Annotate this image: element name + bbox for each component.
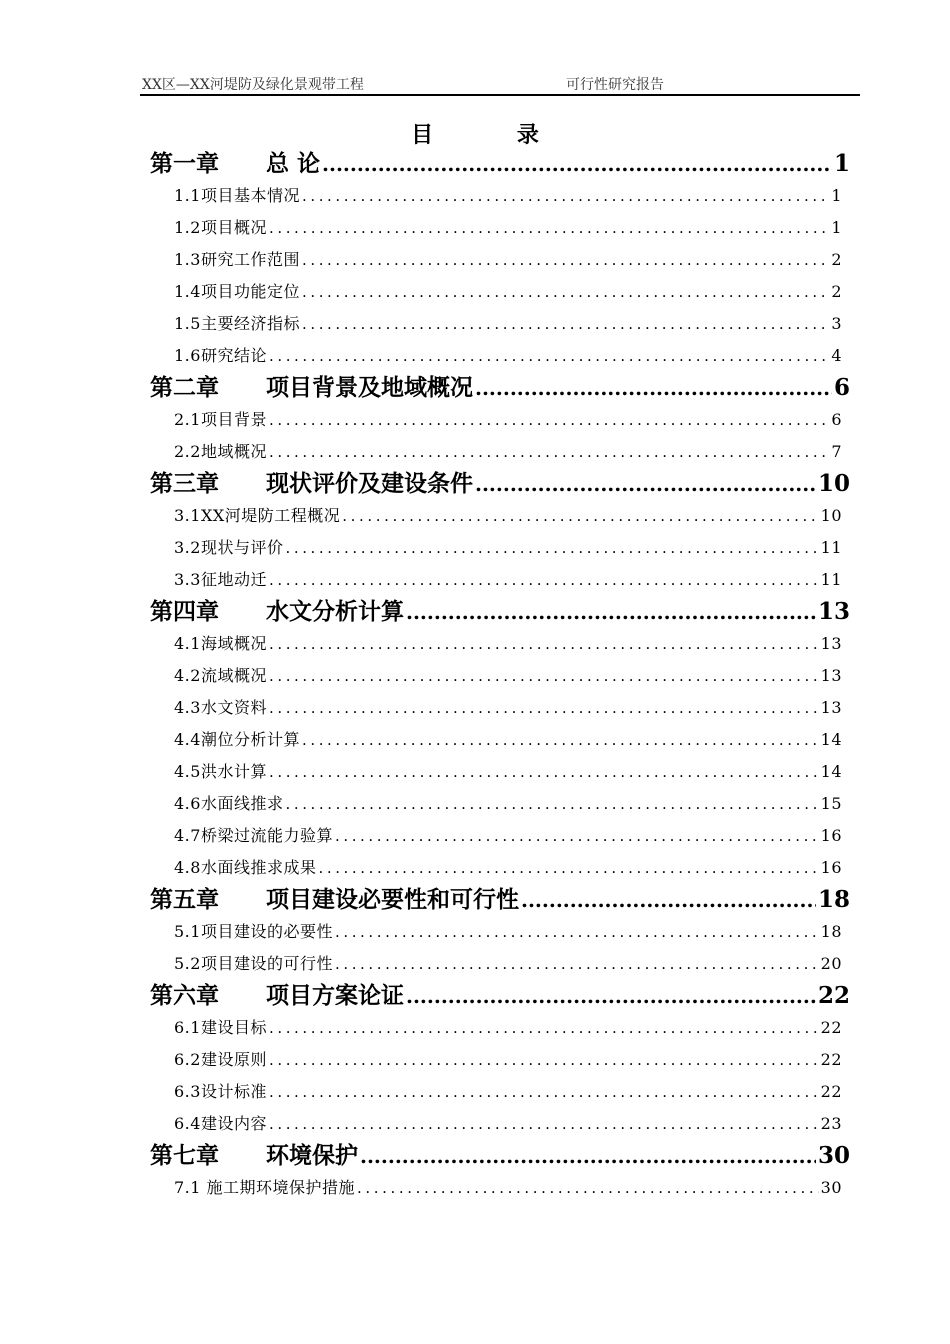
- toc-section-entry[interactable]: [174, 852, 842, 884]
- chapter-title: 总 论: [266, 150, 321, 177]
- page-number: 7: [831, 442, 842, 461]
- dot-leader: [302, 308, 829, 340]
- section-title: 5.2项目建设的可行性: [174, 954, 333, 973]
- chapter-title: 现状评价及建设条件: [266, 470, 473, 497]
- toc-chapter-entry[interactable]: [150, 148, 850, 180]
- chapter-number: 第三章: [150, 470, 219, 497]
- dot-leader: [357, 1172, 819, 1204]
- page-number: 14: [820, 762, 842, 781]
- section-title: 4.7桥梁过流能力验算: [174, 826, 333, 845]
- dot-leader: [342, 500, 818, 532]
- chapter-number: 第二章: [150, 374, 219, 401]
- section-title: 3.3征地动迁: [174, 570, 267, 589]
- toc-section-entry[interactable]: [174, 1076, 842, 1108]
- section-title: 1.6研究结论: [174, 346, 267, 365]
- page-number: 10: [817, 470, 850, 497]
- dot-leader: [302, 276, 829, 308]
- dot-leader: [360, 1140, 816, 1172]
- page-number: 13: [820, 698, 842, 717]
- chapter-title: 项目建设必要性和可行性: [266, 886, 519, 913]
- toc-section-entry[interactable]: [174, 564, 842, 596]
- toc-section-entry[interactable]: [174, 436, 842, 468]
- page-number: 2: [831, 282, 842, 301]
- toc-section-entry[interactable]: [174, 948, 842, 980]
- section-title: 6.4建设内容: [174, 1114, 267, 1133]
- section-title: 2.1项目背景: [174, 410, 267, 429]
- page-number: 13: [820, 634, 842, 653]
- dot-leader: [285, 532, 818, 564]
- page-header: [140, 72, 860, 96]
- section-title: 1.3研究工作范围: [174, 250, 300, 269]
- section-title: 1.4项目功能定位: [174, 282, 300, 301]
- dot-leader: [322, 148, 832, 180]
- chapter-number: 第四章: [150, 598, 219, 625]
- toc-section-entry[interactable]: [174, 1108, 842, 1140]
- dot-leader: [269, 1012, 819, 1044]
- page-number: 11: [820, 570, 842, 589]
- dot-leader: [269, 436, 829, 468]
- page-number: 23: [820, 1114, 842, 1133]
- dot-leader: [269, 628, 819, 660]
- page-number: 22: [820, 1082, 842, 1101]
- page-number: 10: [820, 506, 842, 525]
- page-number: 13: [820, 666, 842, 685]
- page-number: 1: [833, 150, 850, 177]
- page-number: 18: [820, 922, 842, 941]
- section-title: 2.2地域概况: [174, 442, 267, 461]
- section-title: 4.5洪水计算: [174, 762, 267, 781]
- page-number: 30: [820, 1178, 842, 1197]
- dot-leader: [302, 244, 829, 276]
- toc-section-entry[interactable]: [174, 692, 842, 724]
- toc-section-entry[interactable]: [174, 180, 842, 212]
- dot-leader: [406, 980, 816, 1012]
- toc-section-entry[interactable]: [174, 532, 842, 564]
- section-title: 1.5主要经济指标: [174, 314, 300, 333]
- toc-section-entry[interactable]: [174, 788, 842, 820]
- dot-leader: [335, 916, 819, 948]
- page-number: 16: [820, 826, 842, 845]
- toc-chapter-entry[interactable]: [150, 1140, 850, 1172]
- chapter-title: 项目背景及地域概况: [266, 374, 473, 401]
- section-title: 7.1 施工期环境保护措施: [174, 1178, 356, 1197]
- chapter-title: 水文分析计算: [266, 598, 404, 625]
- dot-leader: [269, 692, 819, 724]
- page-number: 20: [820, 954, 842, 973]
- page-number: 11: [820, 538, 842, 557]
- toc-section-entry[interactable]: [174, 340, 842, 372]
- page-number: 18: [817, 886, 850, 913]
- toc-section-entry[interactable]: [174, 244, 842, 276]
- dot-leader: [335, 948, 819, 980]
- toc-title: 目 录: [411, 122, 577, 148]
- chapter-number: 第七章: [150, 1142, 219, 1169]
- section-title: 6.1建设目标: [174, 1018, 267, 1037]
- chapter-number: 第五章: [150, 886, 219, 913]
- toc-section-entry[interactable]: [174, 404, 842, 436]
- page-number: 3: [831, 314, 842, 333]
- page-number: 6: [831, 410, 842, 429]
- section-title: 4.4潮位分析计算: [174, 730, 300, 749]
- section-title: 6.3设计标准: [174, 1082, 267, 1101]
- page-number: 16: [820, 858, 842, 877]
- toc-section-entry[interactable]: [174, 1012, 842, 1044]
- section-title: 4.2流域概况: [174, 666, 267, 685]
- page-number: 22: [820, 1050, 842, 1069]
- dot-leader: [269, 212, 829, 244]
- toc-section-entry[interactable]: [174, 1044, 842, 1076]
- page-number: 13: [817, 598, 850, 625]
- toc-chapter-entry[interactable]: [150, 884, 850, 916]
- page-number: 14: [820, 730, 842, 749]
- table-of-contents: [150, 148, 850, 1204]
- dot-leader: [269, 1044, 819, 1076]
- page-number: 6: [833, 374, 850, 401]
- chapter-title: 环境保护: [266, 1142, 358, 1169]
- page-number: 22: [817, 982, 850, 1009]
- toc-section-entry[interactable]: [174, 500, 842, 532]
- toc-section-entry[interactable]: [174, 916, 842, 948]
- dot-leader: [335, 820, 819, 852]
- dot-leader: [269, 564, 819, 596]
- dot-leader: [269, 1076, 819, 1108]
- dot-leader: [269, 756, 819, 788]
- toc-section-entry[interactable]: [174, 308, 842, 340]
- toc-section-entry[interactable]: [174, 1172, 842, 1204]
- toc-chapter-entry[interactable]: [150, 980, 850, 1012]
- dot-leader: [269, 1108, 819, 1140]
- dot-leader: [302, 180, 829, 212]
- toc-chapter-entry[interactable]: [150, 372, 850, 404]
- page-number: 1: [831, 186, 842, 205]
- dot-leader: [521, 884, 816, 916]
- chapter-number: 第六章: [150, 982, 219, 1009]
- page-number: 4: [831, 346, 842, 365]
- dot-leader: [475, 468, 816, 500]
- dot-leader: [318, 852, 818, 884]
- header-report-type: 可行性研究报告: [566, 77, 664, 93]
- toc-section-entry[interactable]: [174, 820, 842, 852]
- toc-section-entry[interactable]: [174, 212, 842, 244]
- dot-leader: [285, 788, 818, 820]
- chapter-title: 项目方案论证: [266, 982, 404, 1009]
- toc-section-entry[interactable]: [174, 756, 842, 788]
- dot-leader: [406, 596, 816, 628]
- page-number: 2: [831, 250, 842, 269]
- dot-leader: [302, 724, 819, 756]
- chapter-number: 第一章: [150, 150, 219, 177]
- page-number: 22: [820, 1018, 842, 1037]
- toc-section-entry[interactable]: [174, 276, 842, 308]
- section-title: 5.1项目建设的必要性: [174, 922, 333, 941]
- dot-leader: [269, 660, 819, 692]
- toc-section-entry[interactable]: [174, 724, 842, 756]
- section-title: 1.1项目基本情况: [174, 186, 300, 205]
- section-title: 4.3水文资料: [174, 698, 267, 717]
- page-number: 30: [817, 1142, 850, 1169]
- toc-chapter-entry[interactable]: [150, 596, 850, 628]
- toc-section-entry[interactable]: [174, 660, 842, 692]
- dot-leader: [475, 372, 832, 404]
- section-title: 4.6水面线推求: [174, 794, 284, 813]
- section-title: 6.2建设原则: [174, 1050, 267, 1069]
- toc-section-entry[interactable]: [174, 628, 842, 660]
- section-title: 4.8水面线推求成果: [174, 858, 317, 877]
- toc-chapter-entry[interactable]: [150, 468, 850, 500]
- dot-leader: [269, 404, 829, 436]
- section-title: 4.1海域概况: [174, 634, 267, 653]
- section-title: 3.1XX河堤防工程概况: [174, 506, 341, 525]
- header-project-name: XX区—XX河堤防及绿化景观带工程: [142, 77, 364, 93]
- dot-leader: [269, 340, 829, 372]
- section-title: 3.2现状与评价: [174, 538, 284, 557]
- section-title: 1.2项目概况: [174, 218, 267, 237]
- page-number: 1: [831, 218, 842, 237]
- page-number: 15: [820, 794, 842, 813]
